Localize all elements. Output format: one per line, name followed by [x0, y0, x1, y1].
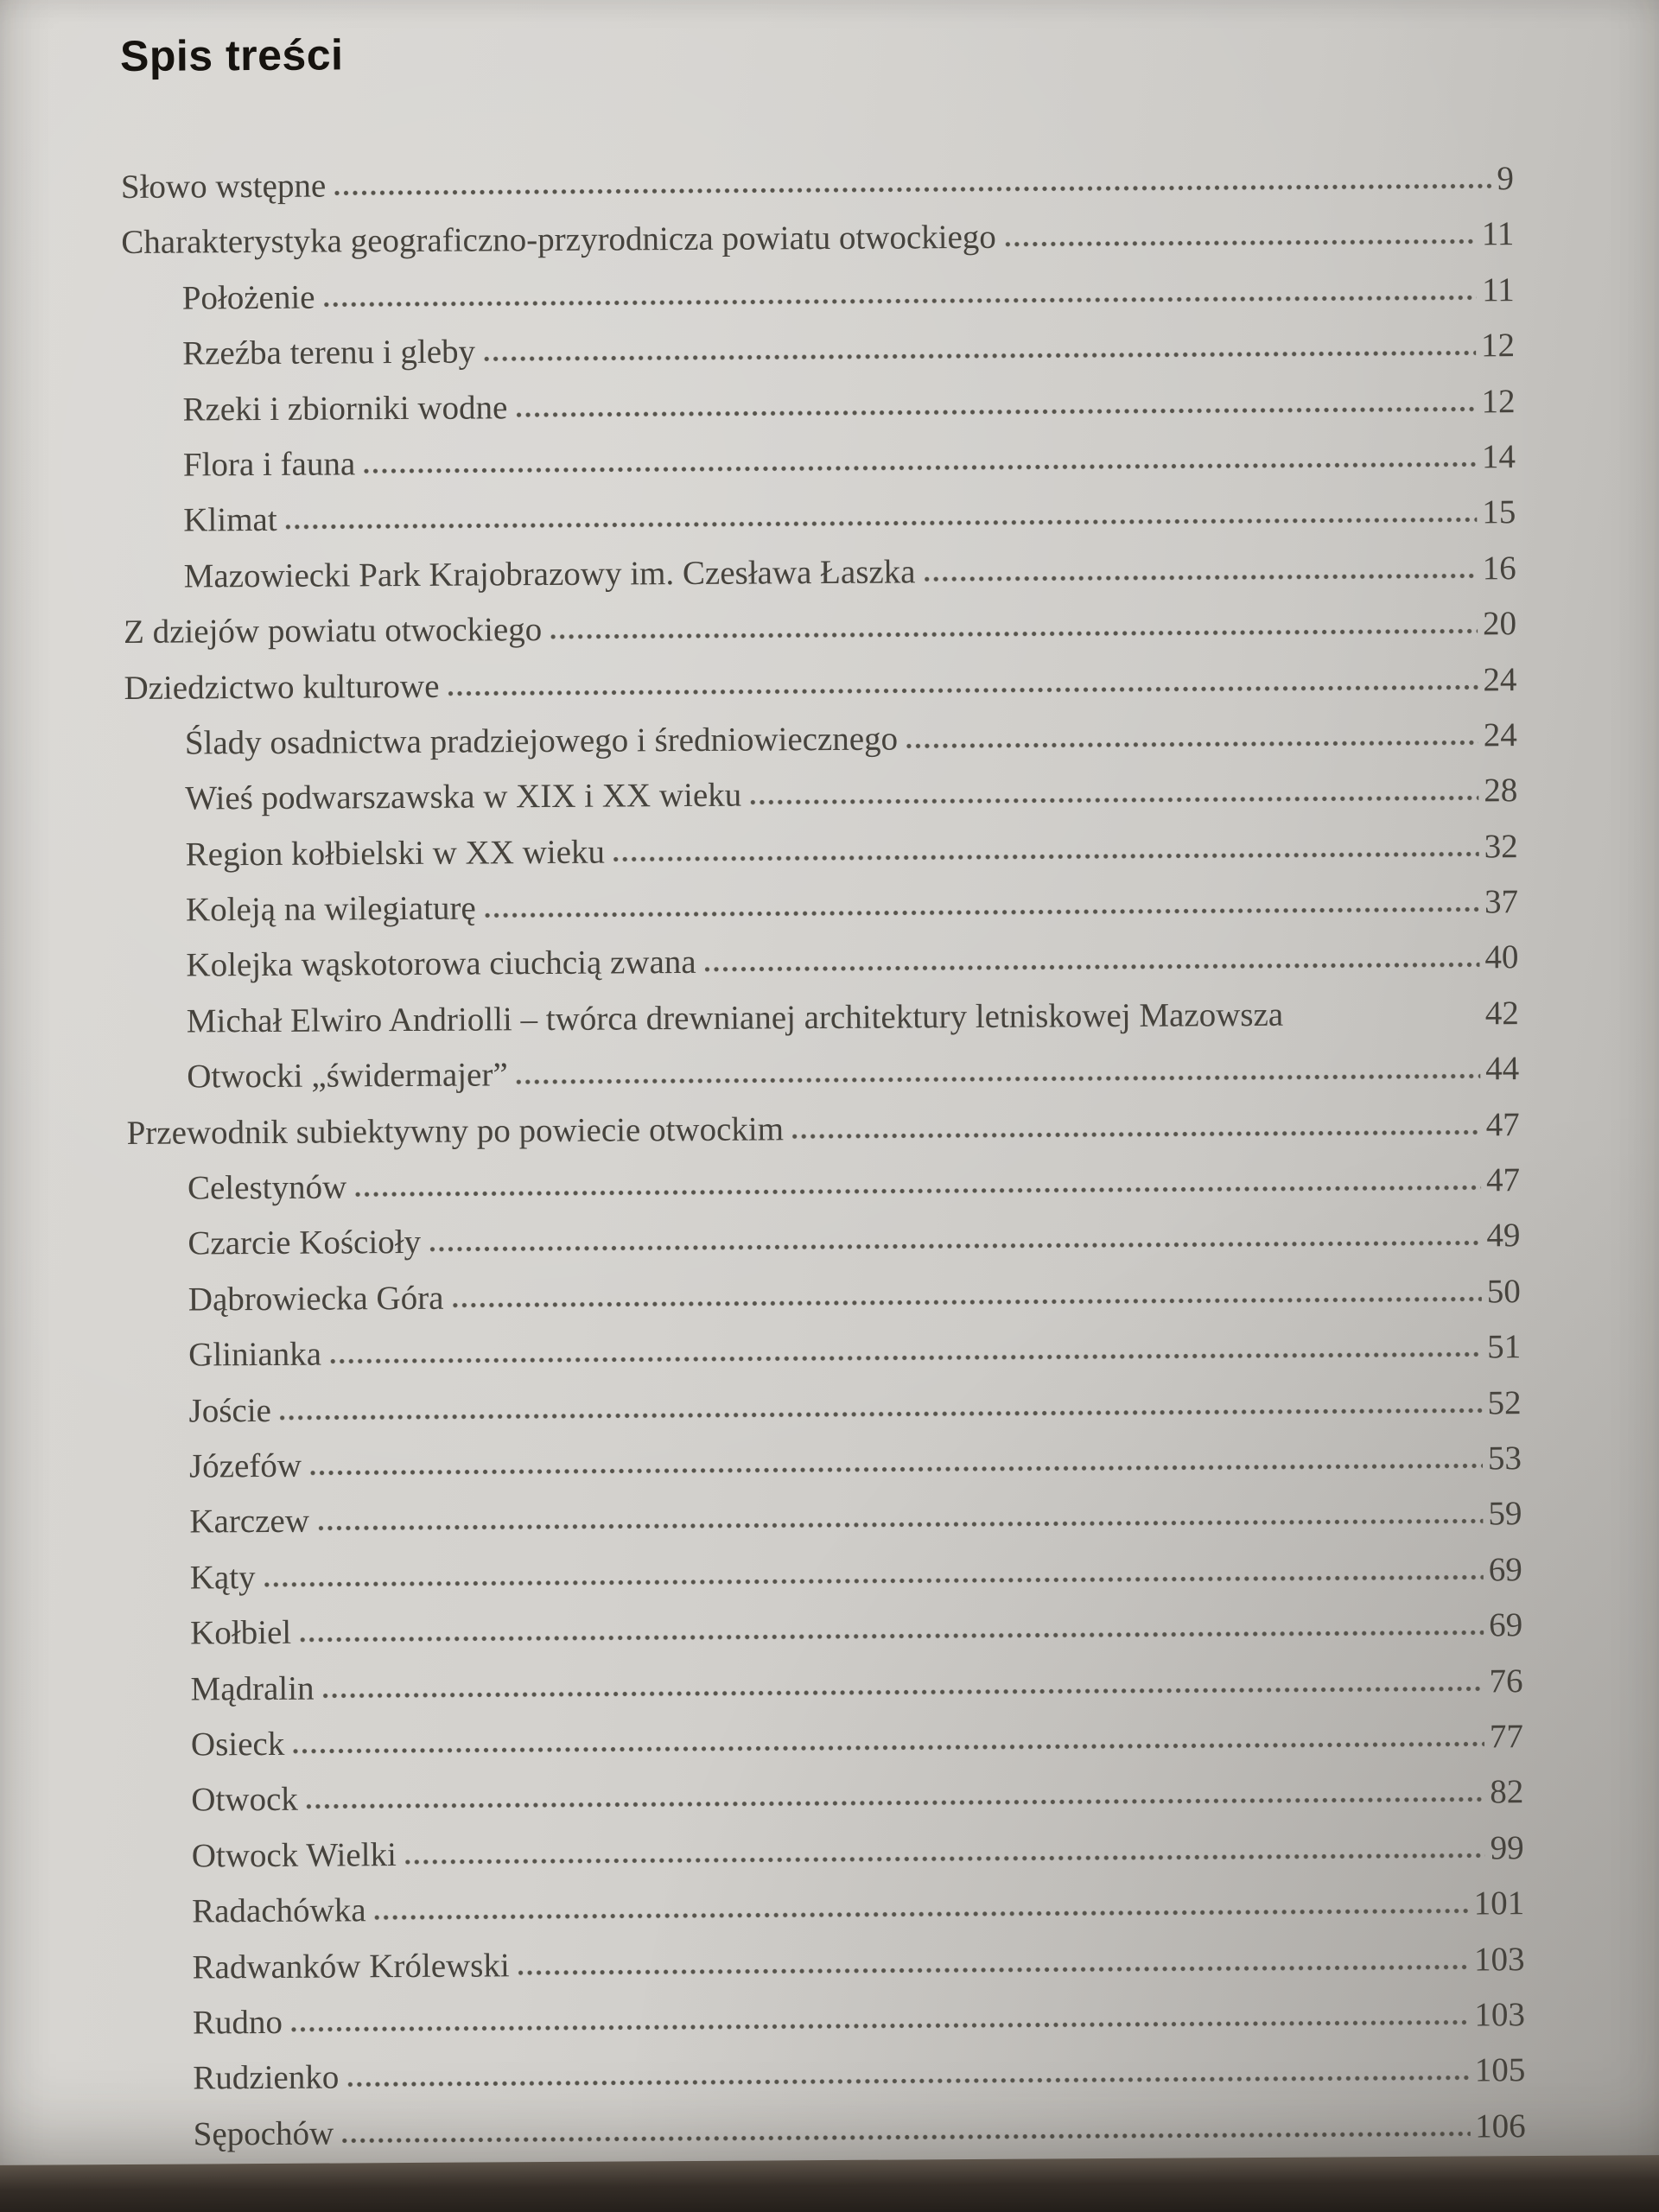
toc-entry: [132, 1995, 1525, 2059]
toc-entry: [122, 270, 1515, 334]
toc-entry-page-number: 69: [1488, 1550, 1522, 1589]
dotted-leader-icon: [705, 962, 1480, 973]
toc-entry-page-number: 16: [1482, 549, 1516, 588]
dotted-leader-icon: [925, 572, 1478, 582]
toc-entry: [130, 1772, 1523, 1836]
toc-entry: [127, 1217, 1520, 1281]
toc-entry-label: Dąbrowiecka Góra: [188, 1279, 444, 1319]
toc-entry: [128, 1327, 1521, 1391]
toc-entry-page-number: 14: [1481, 438, 1516, 476]
toc-entry-label: Kąty: [189, 1558, 256, 1597]
toc-entry-label: Słowo wstępne: [120, 167, 327, 206]
dotted-leader-icon: [452, 1295, 1481, 1308]
toc-entry: [125, 882, 1518, 946]
toc-entry-label: Celestynów: [187, 1168, 347, 1207]
table-surface: [0, 2155, 1659, 2212]
dotted-leader-icon: [550, 628, 1478, 641]
toc-entry-page-number: 69: [1489, 1606, 1523, 1644]
dotted-leader-icon: [355, 1184, 1481, 1198]
toc-entry-label: Przewodnik subiektywny po powiecie otwockim: [126, 1109, 785, 1152]
toc-entry: [130, 1662, 1522, 1726]
toc-entry-label: Rudno: [192, 2003, 283, 2042]
toc-entry-label: Z dziejów powiatu otwockiego: [123, 611, 543, 652]
dotted-leader-icon: [906, 739, 1478, 749]
toc-entry: [130, 1550, 1522, 1614]
toc-entry: [121, 159, 1514, 223]
toc-entry-page-number: 106: [1475, 2107, 1526, 2145]
toc-entry-label: Otwock Wielki: [191, 1835, 397, 1875]
toc-entry: [125, 827, 1518, 891]
dotted-leader-icon: [310, 1462, 1483, 1476]
toc-entry-label: Rzeki i zbiorniki wodne: [182, 388, 508, 429]
dotted-leader-icon: [364, 461, 1477, 474]
dotted-leader-icon: [518, 1963, 1469, 1976]
dotted-leader-icon: [318, 1518, 1483, 1532]
dotted-leader-icon: [280, 1407, 1483, 1421]
toc-entry-label: Radachówka: [192, 1891, 366, 1930]
toc-entry-page-number: 49: [1486, 1217, 1521, 1255]
toc-entry-label: Rudzienko: [193, 2058, 340, 2097]
toc-entry: [128, 1272, 1521, 1336]
toc-entry-label: Sępochów: [193, 2114, 334, 2153]
toc-entry: [127, 1160, 1520, 1224]
dotted-leader-icon: [429, 1240, 1481, 1253]
dotted-leader-icon: [517, 1073, 1481, 1086]
toc-entry-page-number: 105: [1474, 2051, 1526, 2089]
toc-entry-page-number: 15: [1482, 493, 1516, 531]
toc-entry-label: Michał Elwiro Andriolli – twórca drewnianej architektury letniskowej Mazowsza: [186, 995, 1284, 1040]
toc-entry: [127, 1105, 1520, 1169]
toc-entry: [129, 1439, 1522, 1503]
toc-entry-label: Region kołbielski w XX wieku: [185, 833, 606, 874]
dotted-leader-icon: [448, 683, 1478, 696]
toc-entry-label: Mądralin: [190, 1669, 315, 1708]
dotted-leader-icon: [330, 1351, 1482, 1365]
toc-entry-label: Charakterystyka geograficzno-przyrodnicza powiatu otwockiego: [121, 219, 996, 262]
toc-entry-page-number: 52: [1487, 1383, 1522, 1421]
toc-entry-page-number: 59: [1488, 1495, 1522, 1533]
toc-entry-label: Dziedzictwo kulturowe: [124, 667, 440, 707]
toc-entry-page-number: 47: [1485, 1161, 1521, 1199]
toc-entry-page-number: 40: [1484, 938, 1519, 976]
toc-entry-page-number: 12: [1481, 382, 1516, 420]
toc-entry-page-number: 11: [1482, 270, 1515, 309]
toc-entry-page-number: 24: [1483, 660, 1517, 698]
toc-entry-page-number: 12: [1480, 327, 1516, 365]
toc-entry-page-number: 20: [1482, 605, 1517, 643]
dotted-leader-icon: [293, 1740, 1484, 1754]
toc-entry-label: Karczew: [189, 1503, 310, 1541]
toc-entry-page-number: 37: [1484, 883, 1519, 921]
toc-entry-label: Kołbiel: [190, 1613, 292, 1652]
toc-entry: [129, 1494, 1522, 1558]
toc-entry-label: Józefów: [188, 1446, 302, 1485]
toc-entry-page-number: 99: [1490, 1828, 1524, 1867]
toc-entry-page-number: 11: [1481, 215, 1515, 253]
toc-entry-page-number: 53: [1487, 1440, 1522, 1478]
toc-entry: [131, 1828, 1524, 1892]
dotted-leader-icon: [291, 2018, 1470, 2032]
dotted-leader-icon: [750, 795, 1478, 806]
toc-entry-page-number: 24: [1483, 716, 1517, 754]
dotted-leader-icon: [323, 1685, 1484, 1699]
toc-entry-page-number: 32: [1484, 827, 1518, 866]
toc-entry-label: Kolejka wąskotorowa ciuchcią zwana: [186, 944, 696, 985]
dotted-leader-icon: [347, 2075, 1470, 2088]
toc-entry-page-number: 50: [1486, 1272, 1521, 1311]
toc-entry: [126, 994, 1519, 1058]
toc-entry-label: Radwanków Królewski: [192, 1946, 510, 1986]
toc-entry-page-number: 103: [1473, 1940, 1525, 1978]
dotted-leader-icon: [286, 517, 1478, 531]
toc-entry-label: Wieś podwarszawska w XIX i XX wieku: [185, 776, 742, 817]
toc-entry-page-number: 28: [1484, 772, 1518, 810]
toc-entry-label: Otwocki „świdermajer”: [187, 1056, 508, 1096]
dotted-leader-icon: [1292, 1017, 1480, 1025]
dotted-leader-icon: [375, 1908, 1469, 1922]
dotted-leader-icon: [342, 2130, 1470, 2144]
toc-entry: [124, 771, 1517, 835]
page-title: Spis treści: [119, 30, 344, 80]
dotted-leader-icon: [1005, 238, 1477, 248]
toc-entry: [131, 1884, 1524, 1948]
toc-entry-label: Położenie: [181, 278, 315, 317]
dotted-leader-icon: [405, 1852, 1485, 1866]
toc-entry-page-number: 51: [1487, 1328, 1522, 1366]
toc-entry-page-number: 42: [1484, 994, 1519, 1033]
toc-list: [121, 159, 1526, 2171]
toc-entry: [130, 1605, 1522, 1669]
dotted-leader-icon: [307, 1796, 1485, 1810]
toc-entry: [126, 1049, 1519, 1113]
toc-entry: [124, 660, 1516, 724]
toc-entry: [131, 1940, 1524, 2004]
dotted-leader-icon: [334, 182, 1491, 196]
toc-entry: [122, 326, 1515, 390]
toc-entry-label: Osieck: [190, 1725, 285, 1764]
toc-entry-label: Otwock: [191, 1781, 298, 1819]
toc-entry: [121, 215, 1514, 279]
dotted-leader-icon: [484, 350, 1476, 363]
toc-entry: [124, 549, 1516, 613]
toc-entry-label: Flora i fauna: [182, 445, 356, 484]
dotted-leader-icon: [792, 1128, 1481, 1140]
dotted-leader-icon: [485, 906, 1479, 918]
toc-entry-page-number: 44: [1485, 1050, 1520, 1088]
dotted-leader-icon: [264, 1573, 1484, 1588]
toc-entry-page-number: 76: [1489, 1662, 1523, 1700]
dotted-leader-icon: [516, 405, 1476, 418]
dotted-leader-icon: [324, 294, 1478, 308]
toc-entry-page-number: 77: [1489, 1718, 1524, 1756]
toc-entry-label: Ślady osadnictwa pradziejowego i średniowiecznego: [184, 720, 899, 762]
toc-entry: [122, 382, 1515, 446]
toc-entry-label: Glinianka: [188, 1335, 322, 1374]
toc-entry: [123, 493, 1516, 556]
toc-entry: [125, 938, 1518, 1002]
toc-entry-label: Rzeźba terenu i gleby: [182, 333, 476, 372]
toc-entry-label: Koleją na wilegiaturę: [185, 889, 476, 929]
toc-entry-page-number: 47: [1485, 1105, 1520, 1144]
dotted-leader-icon: [300, 1630, 1484, 1643]
toc-entry-label: Joście: [188, 1391, 272, 1430]
toc-entry-page-number: 101: [1473, 1885, 1525, 1923]
toc-entry: [123, 437, 1516, 501]
toc-entry-label: Klimat: [183, 501, 277, 539]
toc-entry-page-number: 103: [1474, 1996, 1526, 2034]
toc-entry: [128, 1383, 1521, 1447]
toc-entry-page-number: 9: [1497, 160, 1515, 198]
toc-entry-label: Mazowiecki Park Krajobrazowy im. Czesława Łaszka: [183, 553, 916, 595]
toc-entry: [124, 715, 1517, 779]
toc-entry-label: Czarcie Kościoły: [188, 1224, 422, 1262]
toc-entry: [124, 604, 1516, 668]
dotted-leader-icon: [613, 850, 1479, 862]
toc-entry-page-number: 82: [1490, 1773, 1524, 1811]
toc-entry: [132, 2050, 1525, 2114]
toc-entry: [130, 1717, 1523, 1781]
